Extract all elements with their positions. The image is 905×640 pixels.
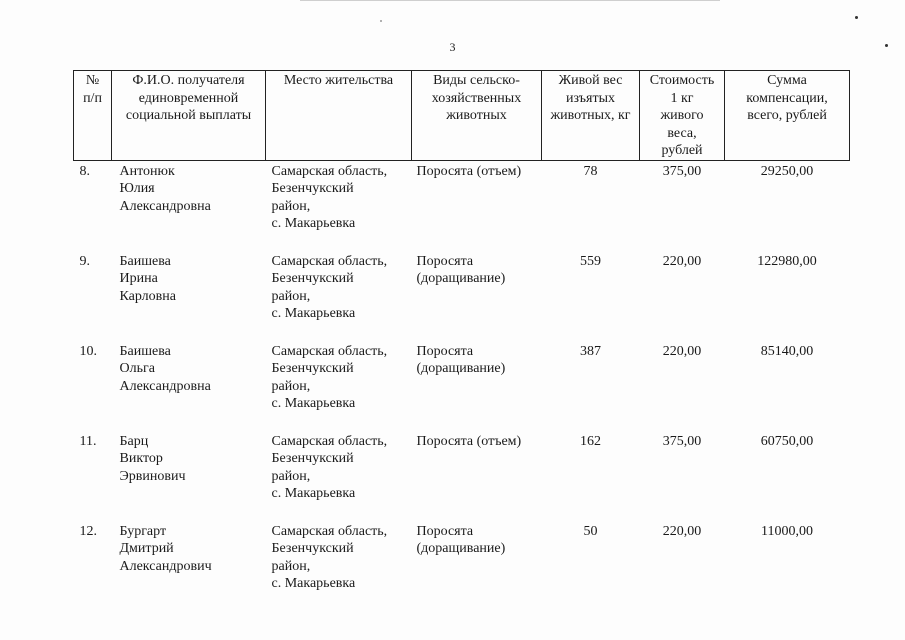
row-sum: 11000,00	[761, 523, 813, 539]
row-sum: 60750,00	[760, 433, 814, 449]
header-sum: Сумма компенсации, всего, рублей	[725, 71, 850, 161]
table-row	[74, 251, 850, 341]
row-price: 220,00	[662, 523, 702, 539]
header-num: № п/п	[74, 71, 112, 161]
table-row	[74, 431, 850, 521]
row-animal-type: Поросята (доращивание)	[416, 253, 506, 286]
row-animal-type: Поросята (отъем)	[416, 163, 522, 179]
header-place: Место жительства	[266, 71, 412, 161]
row-price: 375,00	[662, 433, 702, 449]
row-place: Самарская область, Безенчукский район, с. Макарьевка	[271, 433, 388, 501]
row-weight: 162	[580, 433, 601, 449]
table-row	[74, 160, 850, 251]
row-fio: Бургарт Дмитрий Александрович	[119, 523, 212, 574]
table-row	[74, 341, 850, 431]
scan-speck	[855, 16, 858, 19]
row-place: Самарская область, Безенчукский район, с. Макарьевка	[271, 253, 388, 321]
scan-edge-line	[300, 0, 720, 1]
row-weight: 50	[583, 523, 598, 539]
row-animal-type: Поросята (доращивание)	[416, 343, 506, 376]
row-sum: 85140,00	[760, 343, 814, 359]
row-num: 10.	[79, 343, 97, 359]
row-weight: 559	[580, 253, 601, 269]
row-fio: Антонюк Юлия Александровна	[119, 163, 211, 214]
page-number: 3	[449, 40, 456, 54]
row-animal-type: Поросята (отъем)	[416, 433, 522, 449]
row-place: Самарская область, Безенчукский район, с. Макарьевка	[271, 523, 388, 591]
table-row	[74, 521, 850, 611]
row-sum: 29250,00	[760, 163, 814, 179]
row-price: 220,00	[662, 253, 702, 269]
header-fio: Ф.И.О. получателя единовременной социальной выплаты	[112, 71, 266, 161]
row-weight: 387	[580, 343, 601, 359]
row-num: 11.	[79, 433, 97, 449]
row-fio: Баишева Ирина Карловна	[119, 253, 176, 304]
scan-speck	[380, 20, 382, 22]
compensation-table-container	[73, 70, 849, 611]
header-animal-type: Виды сельско- хозяйственных животных	[412, 71, 542, 161]
row-price: 375,00	[662, 163, 702, 179]
compensation-table	[73, 70, 850, 611]
row-fio: Баишева Ольга Александровна	[119, 343, 211, 394]
row-num: 8.	[79, 163, 90, 179]
header-price: Стоимость 1 кг живого веса, рублей	[640, 71, 725, 161]
row-place: Самарская область, Безенчукский район, с. Макарьевка	[271, 163, 388, 231]
row-place: Самарская область, Безенчукский район, с. Макарьевка	[271, 343, 388, 411]
row-sum: 122980,00	[757, 253, 817, 269]
row-price: 220,00	[662, 343, 702, 359]
row-num: 9.	[79, 253, 90, 269]
table-header-row	[74, 71, 850, 161]
row-num: 12.	[79, 523, 97, 539]
row-animal-type: Поросята (доращивание)	[416, 523, 506, 556]
row-weight: 78	[583, 163, 598, 179]
row-fio: Барц Виктор Эрвинович	[119, 433, 186, 484]
header-weight: Живой вес изъятых животных, кг	[542, 71, 640, 161]
